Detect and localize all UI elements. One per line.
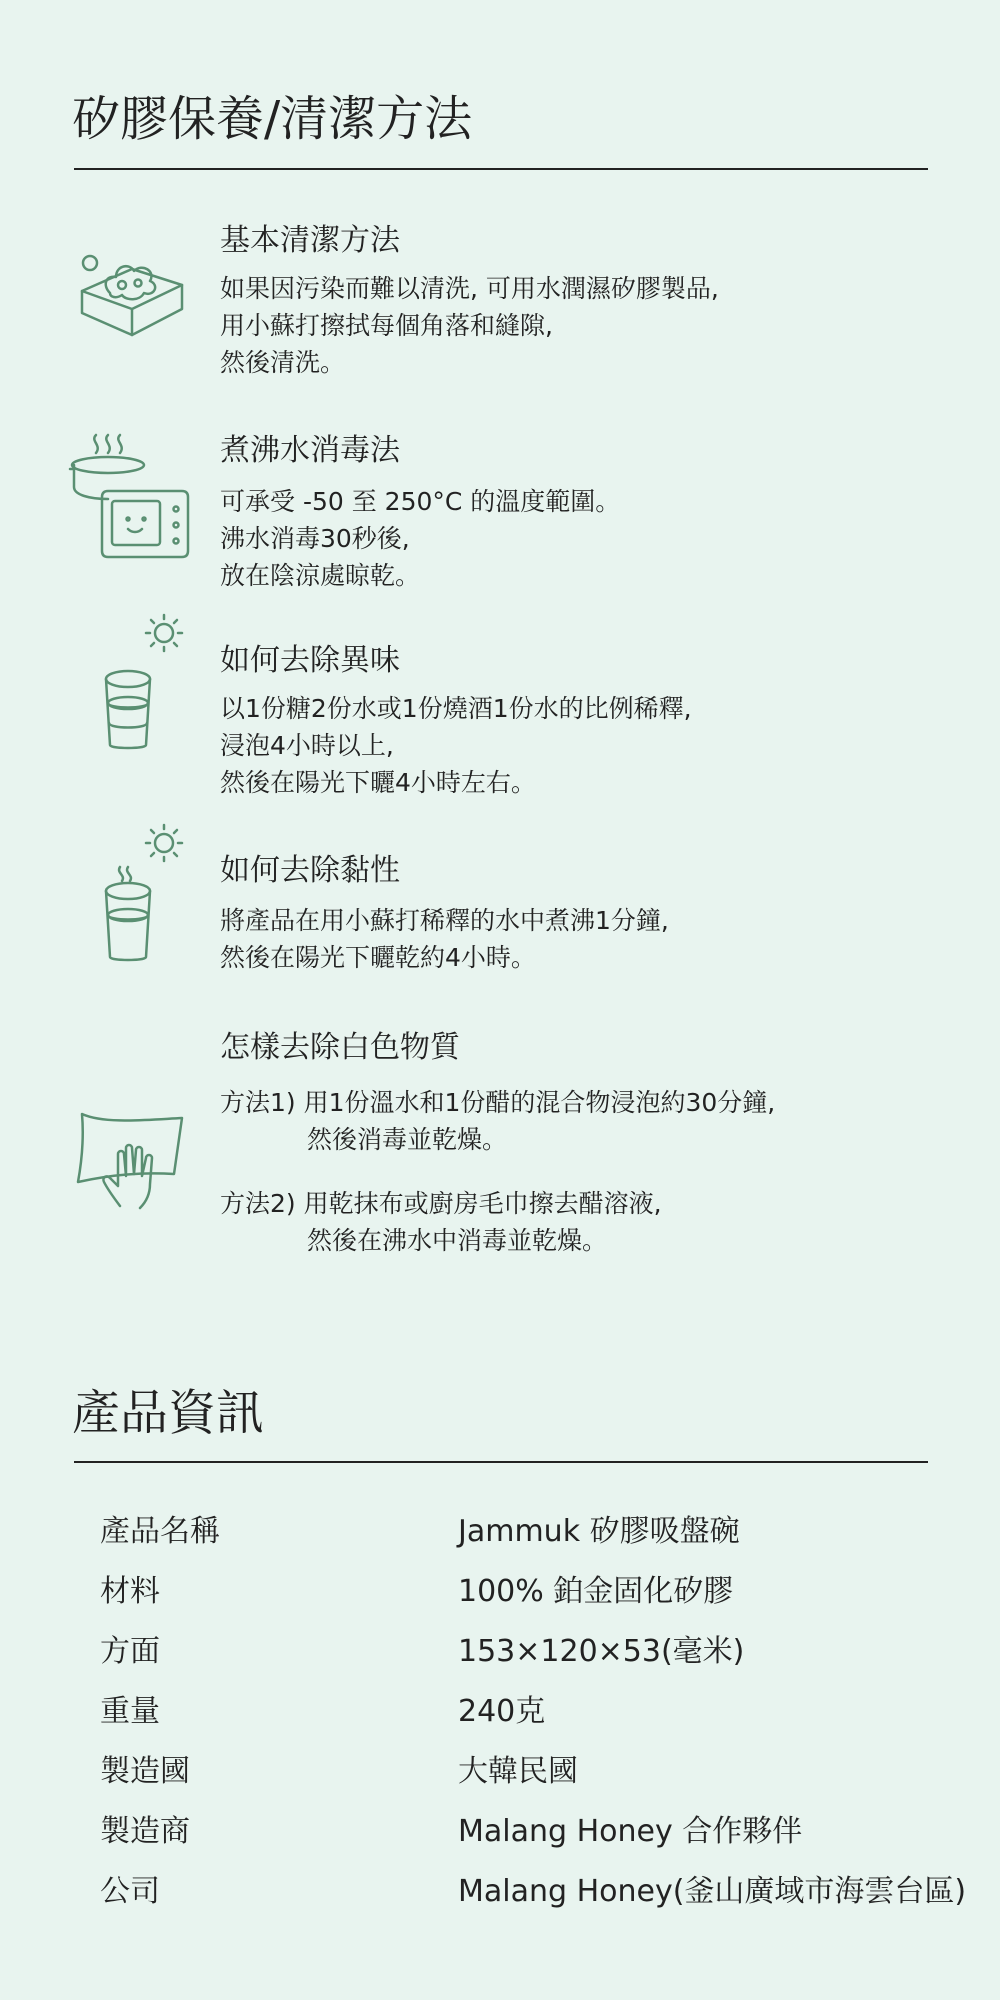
info-value: 153×120×53(毫米) [458,1634,745,1669]
care-section-title: 矽膠保養/清潔方法 [72,91,473,147]
care-line: 用小蘇打擦拭每個角落和縫隙, [220,311,553,340]
care-heading: 煮沸水消毒法 [220,433,400,468]
info-section-divider [74,1461,928,1463]
care-heading: 基本清潔方法 [220,223,400,258]
care-line: 沸水消毒30秒後, [220,524,410,553]
info-row [0,1566,1000,1626]
care-item-remove-odor [0,635,1000,805]
info-value: Malang Honey(釜山廣域市海雲台區) [458,1874,967,1909]
info-label: 公司 [100,1874,160,1909]
method-line: 然後消毒並乾燥。 [307,1125,508,1154]
care-item-boiling-disinfection [0,425,1000,595]
info-value: 大韓民國 [458,1754,578,1789]
care-line: 然後在陽光下曬4小時左右。 [220,768,536,797]
care-description [220,270,719,381]
info-value: 240克 [458,1694,546,1729]
care-heading: 怎樣去除白色物質 [220,1030,460,1065]
method-1 [220,1084,775,1158]
method-label: 方法1) [220,1088,296,1117]
sponge-icon [70,233,190,343]
info-section-title: 產品資訊 [72,1385,265,1441]
steaming-cup-sun-icon [100,815,195,975]
cup-sun-icon [100,605,195,755]
info-row [0,1866,1000,1926]
care-heading: 如何去除異味 [220,643,400,678]
method-line: 然後在沸水中消毒並乾燥。 [307,1226,608,1255]
info-value: Jammuk 矽膠吸盤碗 [458,1514,740,1549]
info-row [0,1746,1000,1806]
method-line: 用1份溫水和1份醋的混合物浸泡約30分鐘, [303,1088,776,1117]
info-row [0,1626,1000,1686]
care-item-remove-white-substance [0,1022,1000,1262]
care-line: 可承受 -50 至 250°C 的溫度範圍。 [220,487,621,516]
pot-microwave-icon [68,429,198,559]
care-description [220,483,620,594]
care-description [220,690,692,801]
info-label: 重量 [100,1694,160,1729]
care-heading: 如何去除黏性 [220,853,400,888]
info-row [0,1806,1000,1866]
method-label: 方法2) [220,1189,296,1218]
care-line: 以1份糖2份水或1份燒酒1份水的比例稀釋, [220,694,692,723]
care-line: 將產品在用小蘇打稀釋的水中煮沸1分鐘, [220,906,669,935]
info-label: 方面 [100,1634,160,1669]
care-line: 浸泡4小時以上, [220,731,394,760]
method-line: 用乾抹布或廚房毛巾擦去醋溶液, [303,1189,662,1218]
care-section-divider [74,168,928,170]
care-line: 然後在陽光下曬乾約4小時。 [220,943,536,972]
info-row [0,1686,1000,1746]
care-item-basic-cleaning [0,215,1000,385]
info-label: 製造商 [100,1814,190,1849]
care-item-remove-stickiness [0,845,1000,985]
care-line: 如果因污染而難以清洗, 可用水潤濕矽膠製品, [220,274,719,303]
care-line: 放在陰涼處晾乾。 [220,561,421,590]
hand-cloth-icon [74,1110,189,1210]
info-value: 100% 鉑金固化矽膠 [458,1574,734,1609]
info-row [0,1506,1000,1566]
care-line: 然後清洗。 [220,348,346,377]
method-2 [220,1185,662,1259]
info-label: 材料 [100,1574,160,1609]
info-label: 製造國 [100,1754,190,1789]
care-description [220,902,669,976]
info-label: 產品名稱 [100,1514,220,1549]
info-value: Malang Honey 合作夥伴 [458,1814,803,1849]
